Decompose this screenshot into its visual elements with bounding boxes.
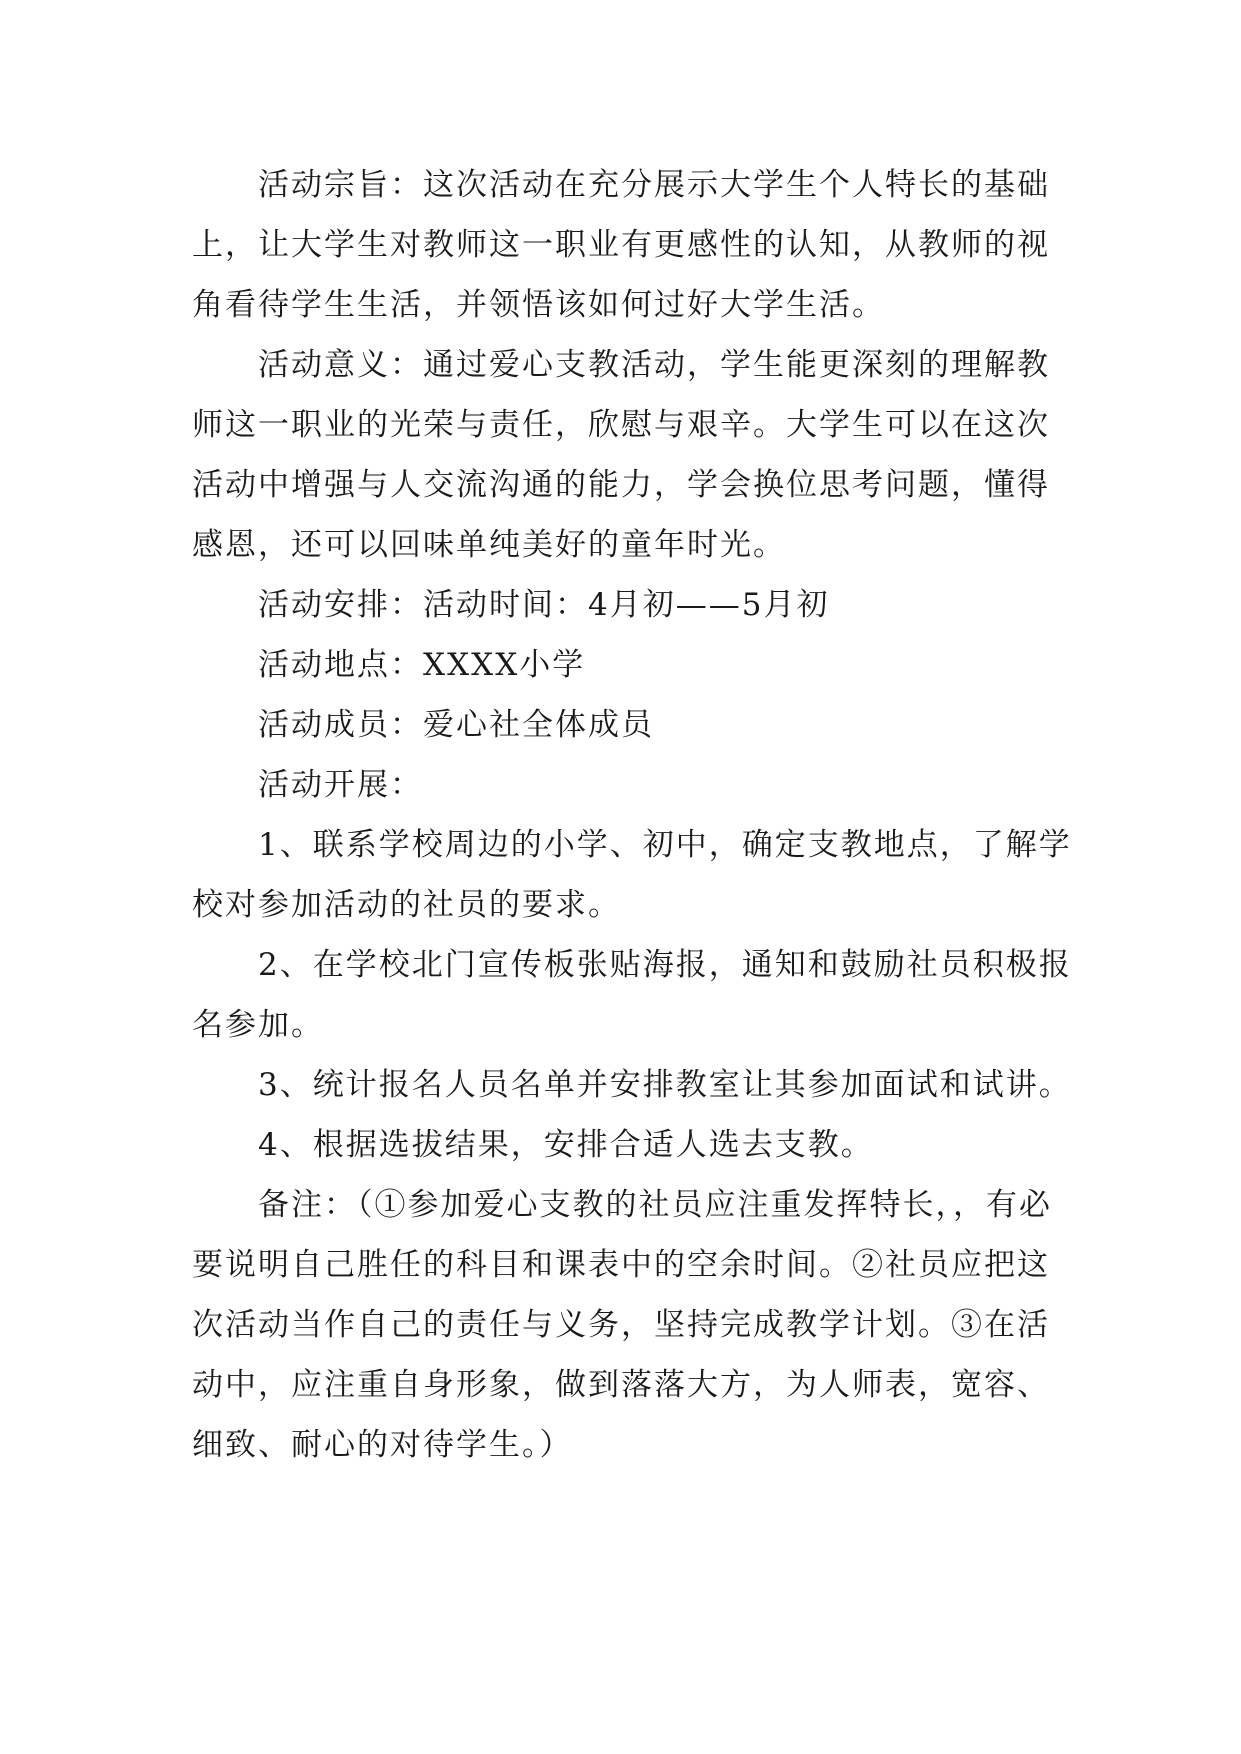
paragraph-location: 活动地点：XXXX小学 <box>258 647 586 683</box>
paragraph-step-2: 2、在学校北门宣传板张贴海报，通知和鼓励社员积极报名参加。 <box>192 947 1072 1043</box>
paragraph-remarks: 备注：（①参加爱心支教的社员应注重发挥特长，，有必要说明自己胜任的科目和课表中的空余时间。②社员应把这次活动当作自己的责任与义务，坚持完成教学计划。③在活动中，应注重自身形象，做到落落大方，为人师表，宽容、细致、耐心的对待学生。） <box>192 1187 1052 1463</box>
document-body <box>192 155 1072 1475</box>
paragraph-step-4: 4、根据选拔结果，安排合适人选去支教。 <box>258 1127 874 1163</box>
paragraph-significance: 活动意义：通过爱心支教活动，学生能更深刻的理解教师这一职业的光荣与责任，欣慰与艰辛。大学生可以在这次活动中增强与人交流沟通的能力，学会换位思考问题，懂得感恩，还可以回味单纯美好的童年时光。 <box>192 347 1050 563</box>
paragraph-implementation-heading: 活动开展： <box>258 767 423 803</box>
paragraph-step-1: 1、联系学校周边的小学、初中，确定支教地点，了解学校对参加活动的社员的要求。 <box>192 827 1072 923</box>
paragraph-members: 活动成员：爱心社全体成员 <box>258 707 654 743</box>
paragraph-purpose: 活动宗旨：这次活动在充分展示大学生个人特长的基础上，让大学生对教师这一职业有更感性的认知，从教师的视角看待学生生活，并领悟该如何过好大学生活。 <box>192 167 1050 323</box>
paragraph-schedule-time: 活动安排：活动时间：4月初——5月初 <box>258 587 830 623</box>
paragraph-step-3: 3、统计报名人员名单并安排教室让其参加面试和试讲。 <box>258 1067 1072 1103</box>
